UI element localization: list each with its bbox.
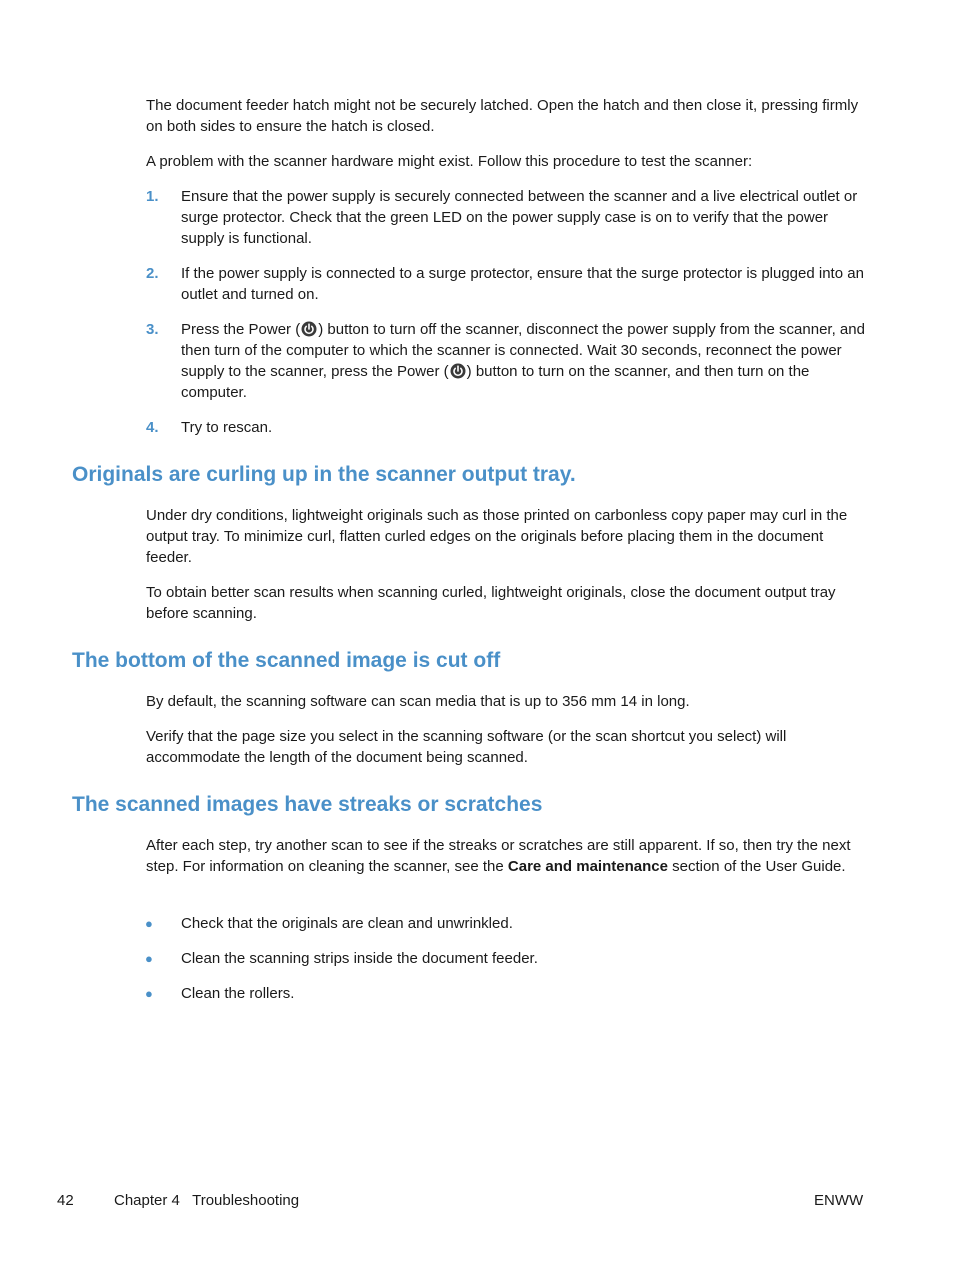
step-4-text: Try to rescan. bbox=[181, 419, 273, 436]
heading-cut-off: The bottom of the scanned image is cut off bbox=[72, 649, 501, 672]
intro-paragraph-1: The document feeder hatch might not be securely latched. Open the hatch and then close it, pressing firmly on both sides to ensure the hatch is closed. bbox=[146, 97, 859, 135]
cutoff-paragraph-1: By default, the scanning software can scan media that is up to 356 mm 14 in long. bbox=[146, 693, 690, 710]
step-4-number: 4. bbox=[146, 419, 159, 436]
bullet-item-1: Check that the originals are clean and unwrinkled. bbox=[181, 915, 513, 932]
footer-page-number: 42 bbox=[57, 1192, 74, 1209]
streaks-paragraph-1: After each step, try another scan to see if the streaks or scratches are still apparent. If so, then try the next step. For information on cleaning the scanner, see the Care and maintenance section of the User Guide. bbox=[146, 837, 851, 875]
bullet-item-2: Clean the scanning strips inside the document feeder. bbox=[181, 950, 538, 967]
step-1-text: Ensure that the power supply is securely connected between the scanner and a live electrical outlet or surge protector. Check that the green LED on the power supply case is on to verify that the power supply is functional. bbox=[181, 188, 858, 247]
intro-paragraph-2: A problem with the scanner hardware might exist. Follow this procedure to test the scanner: bbox=[146, 153, 753, 170]
bullet-icon: ● bbox=[145, 916, 153, 931]
footer-edition: ENWW bbox=[814, 1192, 864, 1209]
bullet-item-3: Clean the rollers. bbox=[181, 985, 295, 1002]
footer-chapter: Chapter 4 Troubleshooting bbox=[114, 1192, 300, 1209]
step-2-text: If the power supply is connected to a surge protector, ensure that the surge protector is plugged into an outlet and turned on. bbox=[181, 265, 864, 303]
step-1-number: 1. bbox=[146, 188, 159, 205]
bullet-icon: ● bbox=[145, 986, 153, 1001]
curling-paragraph-1: Under dry conditions, lightweight originals such as those printed on carbonless copy paper may curl in the output tray. To minimize curl, flatten curled edges on the originals before placing them in the document feeder. bbox=[146, 507, 848, 566]
curling-paragraph-2: To obtain better scan results when scanning curled, lightweight originals, close the document output tray before scanning. bbox=[146, 584, 836, 622]
step-2-number: 2. bbox=[146, 265, 159, 282]
bullet-icon: ● bbox=[145, 951, 153, 966]
heading-curling: Originals are curling up in the scanner output tray. bbox=[72, 463, 576, 486]
power-icon bbox=[301, 321, 317, 337]
power-icon bbox=[450, 363, 466, 379]
step-3-number: 3. bbox=[146, 321, 159, 338]
care-and-maintenance-ref: Care and maintenance bbox=[507, 858, 668, 875]
step-3-text: Press the Power ( ) button to turn off the scanner, disconnect the power supply from the scanner, and then turn of the computer to which the scanner is connected. Wait 30 seconds, reconnect the power supply to the scanner, press the Power ( ) button to turn on the scanner, and then turn on the computer. bbox=[181, 321, 865, 401]
heading-streaks: The scanned images have streaks or scratches bbox=[72, 793, 543, 816]
cutoff-paragraph-2: Verify that the page size you select in the scanning software (or the scan shortcut you select) will accommodate the length of the document being scanned. bbox=[146, 728, 787, 766]
